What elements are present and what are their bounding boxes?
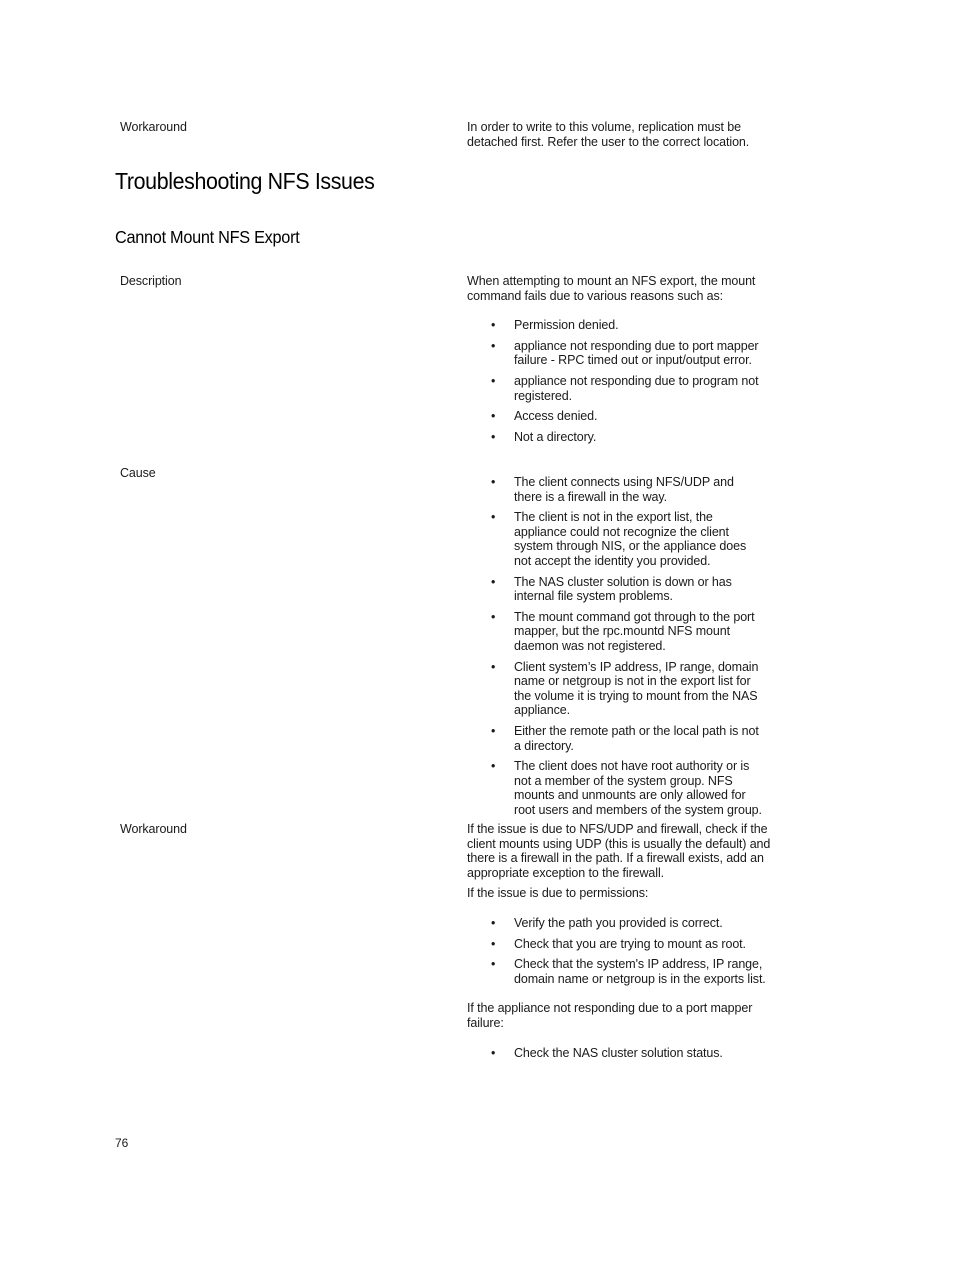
bullet-icon: •	[491, 957, 496, 972]
bullet-icon: •	[491, 373, 496, 388]
cause-content	[467, 475, 812, 823]
list-item: • Either the remote path or the local path is not a directory.	[491, 723, 759, 753]
list-item: • appliance not responding due to program not registered.	[491, 373, 759, 403]
list-item: • Access denied.	[491, 409, 598, 424]
list-item: • Permission denied.	[491, 318, 619, 333]
bullet-icon: •	[491, 609, 496, 624]
bullet-icon: •	[491, 409, 496, 424]
list-item: • The client does not have root authority or is not a member of the system group. NFS mounts and unmounts are only allowed for root users and members of the system group.	[491, 759, 762, 817]
workaround-content	[467, 822, 812, 1066]
list-item: • The client is not in the export list, the appliance could not recognize the client system through NIS, or the appliance does not accept the identity you provided.	[491, 510, 747, 568]
list-item: • The mount command got through to the port mapper, but the rpc.mountd NFS mount daemon was not registered.	[491, 609, 755, 653]
bullet-icon: •	[491, 510, 496, 525]
list-item: • Check that the system's IP address, IP range, domain name or netgroup is in the exports list.	[491, 957, 766, 986]
workaround-paragraph-2: If the issue is due to permissions:	[467, 886, 649, 901]
top-workaround-paragraph: In order to write to this volume, replication must be detached first. Refer the user to the correct location.	[467, 120, 750, 149]
bullet-icon: •	[491, 429, 496, 444]
cause-list	[467, 475, 812, 817]
description-list	[467, 318, 812, 444]
page-number: 76	[115, 1136, 129, 1150]
bullet-icon: •	[491, 475, 496, 489]
workaround-paragraph-1: If the issue is due to NFS/UDP and firewall, check if the client mounts using UDP (this is usually the default) and there is a firewall in the path. If a firewall exists, add an appropriate exception to the firewall.	[467, 822, 771, 880]
bullet-icon: •	[491, 1045, 496, 1060]
description-content	[467, 274, 812, 450]
bullet-icon: •	[491, 659, 496, 674]
description-intro: When attempting to mount an NFS export, the mount command fails due to various reasons such as:	[467, 274, 756, 303]
list-item: • Not a directory.	[491, 429, 597, 444]
list-item: • appliance not responding due to port mapper failure - RPC timed out or input/output error.	[491, 338, 759, 368]
port-mapper-list	[467, 1046, 812, 1061]
bullet-icon: •	[491, 915, 496, 930]
bullet-icon: •	[491, 574, 496, 589]
list-item: • Client system’s IP address, IP range, domain name or netgroup is not in the export list for the volume it is trying to mount from the NAS appliance.	[491, 659, 759, 718]
bullet-icon: •	[491, 936, 496, 951]
bullet-icon: •	[491, 338, 496, 353]
list-item: • The NAS cluster solution is down or has internal file system problems.	[491, 574, 732, 604]
section-title: Cannot Mount NFS Export	[115, 227, 300, 247]
list-item: • The client connects using NFS/UDP and there is a firewall in the way.	[491, 475, 734, 504]
list-item: • Verify the path you provided is correct.	[491, 915, 723, 930]
description-label: Description	[120, 274, 182, 288]
bullet-icon: •	[491, 318, 496, 333]
bullet-icon: •	[491, 759, 496, 774]
page-title: Troubleshooting NFS Issues	[115, 168, 375, 194]
top-workaround-label: Workaround	[120, 120, 187, 134]
list-item: • Check the NAS cluster solution status.	[491, 1045, 723, 1060]
workaround-label: Workaround	[120, 822, 187, 836]
workaround-paragraph-3: If the appliance not responding due to a port mapper failure:	[467, 1001, 753, 1030]
permissions-list	[467, 916, 812, 986]
cause-label: Cause	[120, 466, 156, 480]
list-item: • Check that you are trying to mount as root.	[491, 936, 746, 951]
top-workaround-text	[467, 120, 777, 149]
bullet-icon: •	[491, 723, 496, 738]
